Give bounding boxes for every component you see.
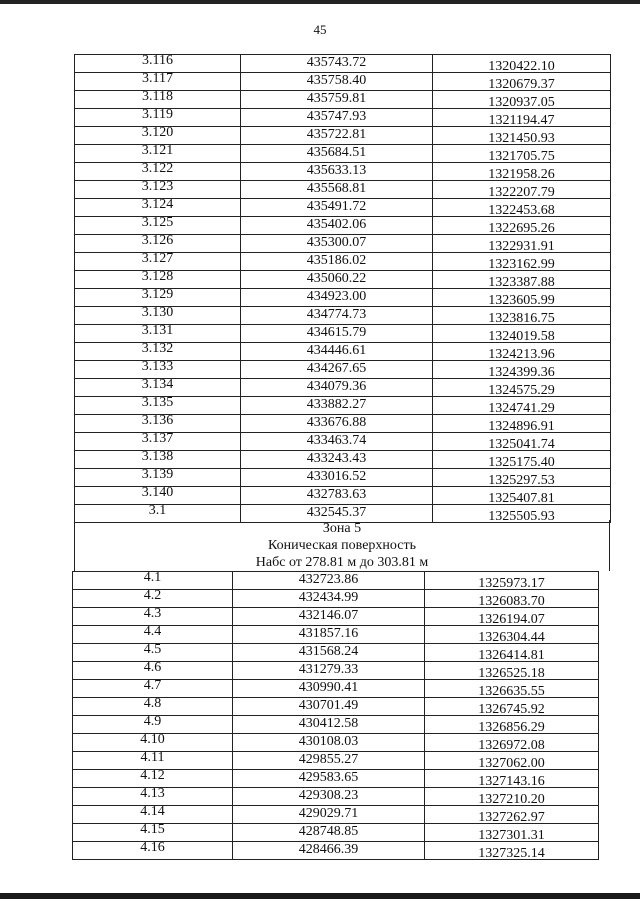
table-row: [75, 181, 611, 199]
y-coordinate-cell: [433, 109, 611, 127]
x-coordinate-cell: [241, 361, 433, 379]
point-number-cell: [75, 253, 241, 271]
point-number: 3.135: [141, 395, 174, 410]
y-coordinate: 1327301.31: [478, 828, 545, 843]
table-row: [73, 806, 599, 824]
point-number-cell: [75, 397, 241, 415]
x-coordinate: 434615.79: [306, 325, 367, 340]
y-coordinate-cell: [433, 199, 611, 217]
y-coordinate-cell: [425, 770, 599, 788]
y-coordinate: 1324213.96: [488, 347, 555, 362]
x-coordinate-cell: [241, 217, 433, 235]
x-coordinate-cell: [233, 590, 425, 608]
x-coordinate-cell: [241, 451, 433, 469]
x-coordinate-cell: [233, 644, 425, 662]
y-coordinate-cell: [425, 716, 599, 734]
x-coordinate-cell: [241, 55, 433, 73]
y-coordinate-cell: [425, 662, 599, 680]
point-number-cell: [73, 806, 233, 824]
table-row: [73, 662, 599, 680]
x-coordinate: 435722.81: [306, 127, 367, 142]
point-number-cell: [75, 307, 241, 325]
y-coordinate: 1324399.36: [488, 365, 555, 380]
point-number: 4.13: [140, 786, 165, 801]
x-coordinate: 435300.07: [306, 235, 367, 250]
y-coordinate-cell: [425, 626, 599, 644]
y-coordinate: 1326414.81: [478, 648, 545, 663]
y-coordinate: 1324019.58: [488, 329, 555, 344]
point-number: 4.10: [140, 732, 165, 747]
table-row: [73, 626, 599, 644]
table-row: [73, 590, 599, 608]
point-number-cell: [75, 163, 241, 181]
y-coordinate-cell: [433, 415, 611, 433]
y-coordinate: 1325041.74: [488, 437, 555, 452]
x-coordinate-cell: [241, 289, 433, 307]
y-coordinate-cell: [433, 397, 611, 415]
x-coordinate: 429308.23: [298, 788, 359, 803]
x-coordinate: 434267.65: [306, 361, 367, 376]
point-number: 3.121: [141, 143, 174, 158]
point-number: 3.117: [142, 71, 173, 86]
y-coordinate-cell: [433, 181, 611, 199]
point-number: 3.140: [141, 485, 174, 500]
x-coordinate-cell: [233, 608, 425, 626]
x-coordinate-cell: [233, 572, 425, 590]
y-coordinate: 1326083.70: [478, 594, 545, 609]
point-number: 4.15: [140, 822, 165, 837]
x-coordinate: 430990.41: [298, 680, 359, 695]
coordinates-table-zone-4: [74, 54, 611, 523]
x-coordinate: 434446.61: [306, 343, 367, 358]
point-number-cell: [75, 343, 241, 361]
table-row: [75, 361, 611, 379]
point-number: 3.131: [141, 323, 174, 338]
x-coordinate: 433676.88: [306, 415, 367, 430]
y-coordinate: 1320679.37: [488, 77, 555, 92]
x-coordinate-cell: [241, 253, 433, 271]
point-number-cell: [73, 734, 233, 752]
point-number: 3.139: [141, 467, 174, 482]
point-number: 4.12: [140, 768, 165, 783]
x-coordinate-cell: [241, 379, 433, 397]
point-number: 3.125: [141, 215, 174, 230]
point-number: 3.116: [142, 53, 173, 68]
x-coordinate-cell: [241, 163, 433, 181]
x-coordinate-cell: [241, 397, 433, 415]
point-number-cell: [73, 662, 233, 680]
y-coordinate: 1327325.14: [478, 846, 545, 861]
x-coordinate-cell: [241, 91, 433, 109]
table-row: [73, 572, 599, 590]
point-number: 4.2: [143, 588, 162, 603]
point-number: 4.7: [143, 678, 162, 693]
y-coordinate-cell: [433, 361, 611, 379]
y-coordinate-cell: [433, 127, 611, 145]
x-coordinate-cell: [233, 824, 425, 842]
y-coordinate-cell: [433, 289, 611, 307]
point-number-cell: [75, 487, 241, 505]
x-coordinate: 435186.02: [306, 253, 367, 268]
point-number: 3.1: [148, 503, 167, 518]
y-coordinate: 1322207.79: [488, 185, 555, 200]
scan-top-edge: [0, 0, 640, 4]
point-number: 3.136: [141, 413, 174, 428]
y-coordinate: 1325407.81: [488, 491, 555, 506]
point-number-cell: [75, 451, 241, 469]
y-coordinate: 1320937.05: [488, 95, 555, 110]
y-coordinate-cell: [425, 572, 599, 590]
table-row: [75, 289, 611, 307]
y-coordinate: 1326525.18: [478, 666, 545, 681]
x-coordinate-cell: [233, 806, 425, 824]
table-row: [73, 698, 599, 716]
y-coordinate-cell: [433, 235, 611, 253]
y-coordinate-cell: [433, 253, 611, 271]
x-coordinate: 434774.73: [306, 307, 367, 322]
y-coordinate-cell: [425, 752, 599, 770]
point-number: 4.5: [143, 642, 162, 657]
x-coordinate: 435759.81: [306, 91, 367, 106]
x-coordinate: 429583.65: [298, 770, 359, 785]
point-number-cell: [73, 608, 233, 626]
y-coordinate-cell: [433, 469, 611, 487]
y-coordinate-cell: [433, 217, 611, 235]
x-coordinate: 432434.99: [298, 590, 359, 605]
y-coordinate-cell: [425, 590, 599, 608]
x-coordinate: 431857.16: [298, 626, 359, 641]
y-coordinate: 1323605.99: [488, 293, 555, 308]
x-coordinate: 428748.85: [298, 824, 359, 839]
table-row: [73, 644, 599, 662]
y-coordinate: 1326635.55: [478, 684, 545, 699]
point-number-cell: [75, 73, 241, 91]
x-coordinate-cell: [241, 181, 433, 199]
point-number-cell: [75, 271, 241, 289]
y-coordinate: 1327210.20: [478, 792, 545, 807]
y-coordinate-cell: [425, 698, 599, 716]
y-coordinate: 1322695.26: [488, 221, 555, 236]
table-row: [75, 469, 611, 487]
y-coordinate: 1321450.93: [488, 131, 555, 146]
point-number-cell: [75, 181, 241, 199]
table-row: [75, 217, 611, 235]
y-coordinate-cell: [433, 325, 611, 343]
point-number-cell: [73, 590, 233, 608]
x-coordinate: 433463.74: [306, 433, 367, 448]
point-number-cell: [75, 199, 241, 217]
x-coordinate-cell: [233, 662, 425, 680]
table-row: [75, 127, 611, 145]
point-number: 3.129: [141, 287, 174, 302]
x-coordinate: 430701.49: [298, 698, 359, 713]
y-coordinate-cell: [433, 433, 611, 451]
y-coordinate: 1323816.75: [488, 311, 555, 326]
point-number: 4.4: [143, 624, 162, 639]
y-coordinate-cell: [433, 163, 611, 181]
y-coordinate: 1327262.97: [478, 810, 545, 825]
point-number-cell: [75, 469, 241, 487]
point-number: 3.126: [141, 233, 174, 248]
table-row: [73, 842, 599, 860]
table-row: [73, 734, 599, 752]
x-coordinate: 435060.22: [306, 271, 367, 286]
table-row: [75, 199, 611, 217]
point-number-cell: [73, 572, 233, 590]
x-coordinate-cell: [233, 698, 425, 716]
table-row: [73, 608, 599, 626]
point-number: 3.130: [141, 305, 174, 320]
y-coordinate-cell: [425, 788, 599, 806]
x-coordinate-cell: [233, 752, 425, 770]
table-row: [73, 788, 599, 806]
coordinates-table-zone-5: [72, 571, 599, 860]
x-coordinate-cell: [241, 235, 433, 253]
table-row: [73, 770, 599, 788]
point-number: 4.11: [140, 750, 165, 765]
y-coordinate-cell: [425, 806, 599, 824]
point-number-cell: [75, 109, 241, 127]
point-number-cell: [75, 145, 241, 163]
x-coordinate-cell: [241, 433, 433, 451]
x-coordinate: 432146.07: [298, 608, 359, 623]
y-coordinate-cell: [425, 680, 599, 698]
point-number-cell: [73, 626, 233, 644]
point-number-cell: [75, 325, 241, 343]
x-coordinate: 432723.86: [298, 572, 359, 587]
x-coordinate: 434923.00: [306, 289, 367, 304]
point-number-cell: [75, 289, 241, 307]
table-row: [75, 145, 611, 163]
point-number: 3.118: [142, 89, 173, 104]
table-row: [75, 379, 611, 397]
x-coordinate: 432783.63: [306, 487, 367, 502]
point-number: 3.122: [141, 161, 174, 176]
point-number: 3.132: [141, 341, 174, 356]
x-coordinate-cell: [233, 842, 425, 860]
x-coordinate-cell: [241, 271, 433, 289]
table-row: [75, 325, 611, 343]
table-row: [75, 415, 611, 433]
x-coordinate: 433243.43: [306, 451, 367, 466]
point-number-cell: [75, 379, 241, 397]
zone-surface-type: Коническая поверхность: [268, 538, 416, 553]
point-number: 4.16: [140, 840, 165, 855]
x-coordinate: 428466.39: [298, 842, 359, 857]
y-coordinate: 1326856.29: [478, 720, 545, 735]
table-row: [75, 253, 611, 271]
point-number: 3.123: [141, 179, 174, 194]
point-number: 3.133: [141, 359, 174, 374]
y-coordinate: 1325505.93: [488, 509, 555, 524]
table-row: [75, 343, 611, 361]
x-coordinate: 435402.06: [306, 217, 367, 232]
point-number-cell: [75, 91, 241, 109]
y-coordinate: 1321958.26: [488, 167, 555, 182]
y-coordinate: 1324741.29: [488, 401, 555, 416]
point-number-cell: [75, 127, 241, 145]
y-coordinate: 1321705.75: [488, 149, 555, 164]
point-number: 3.124: [141, 197, 174, 212]
point-number-cell: [73, 770, 233, 788]
point-number-cell: [73, 644, 233, 662]
x-coordinate-cell: [233, 626, 425, 644]
x-coordinate-cell: [241, 487, 433, 505]
x-coordinate: 433882.27: [306, 397, 367, 412]
y-coordinate: 1323387.88: [488, 275, 555, 290]
x-coordinate: 432545.37: [306, 505, 367, 520]
x-coordinate-cell: [241, 145, 433, 163]
y-coordinate-cell: [433, 379, 611, 397]
x-coordinate-cell: [233, 734, 425, 752]
point-number-cell: [75, 415, 241, 433]
table-row: [75, 397, 611, 415]
x-coordinate-cell: [233, 788, 425, 806]
x-coordinate: 435758.40: [306, 73, 367, 88]
table-row: [75, 235, 611, 253]
point-number-cell: [75, 361, 241, 379]
point-number: 3.119: [142, 107, 173, 122]
y-coordinate-cell: [425, 824, 599, 842]
y-coordinate: 1327062.00: [478, 756, 545, 771]
point-number: 4.14: [140, 804, 165, 819]
x-coordinate-cell: [241, 73, 433, 91]
x-coordinate-cell: [241, 199, 433, 217]
y-coordinate: 1322453.68: [488, 203, 555, 218]
point-number-cell: [73, 824, 233, 842]
x-coordinate-cell: [241, 127, 433, 145]
y-coordinate: 1326745.92: [478, 702, 545, 717]
table-row: [73, 716, 599, 734]
x-coordinate: 435633.13: [306, 163, 367, 178]
point-number: 3.127: [141, 251, 174, 266]
y-coordinate: 1327143.16: [478, 774, 545, 789]
y-coordinate: 1325175.40: [488, 455, 555, 470]
x-coordinate: 434079.36: [306, 379, 367, 394]
x-coordinate: 435568.81: [306, 181, 367, 196]
table-row: [75, 109, 611, 127]
y-coordinate: 1326972.08: [478, 738, 545, 753]
point-number: 4.9: [143, 714, 162, 729]
point-number-cell: [75, 217, 241, 235]
x-coordinate: 435684.51: [306, 145, 367, 160]
point-number: 4.6: [143, 660, 162, 675]
y-coordinate: 1321194.47: [488, 113, 555, 128]
x-coordinate-cell: [241, 325, 433, 343]
table-row: [73, 680, 599, 698]
table-row: [75, 73, 611, 91]
point-number: 4.8: [143, 696, 162, 711]
point-number-cell: [75, 433, 241, 451]
table-row: [75, 163, 611, 181]
y-coordinate-cell: [433, 55, 611, 73]
table-row: [75, 487, 611, 505]
x-coordinate: 431279.33: [298, 662, 359, 677]
x-coordinate: 435743.72: [306, 55, 367, 70]
x-coordinate-cell: [233, 770, 425, 788]
y-coordinate-cell: [433, 487, 611, 505]
point-number-cell: [73, 680, 233, 698]
y-coordinate: 1324896.91: [488, 419, 555, 434]
zone-height-range: Набс от 278.81 м до 303.81 м: [255, 555, 429, 570]
y-coordinate-cell: [425, 644, 599, 662]
point-number: 3.128: [141, 269, 174, 284]
x-coordinate: 435491.72: [306, 199, 367, 214]
y-coordinate-cell: [433, 145, 611, 163]
x-coordinate-cell: [233, 716, 425, 734]
zone-5-header: [74, 520, 610, 571]
y-coordinate-cell: [425, 842, 599, 860]
y-coordinate: 1324575.29: [488, 383, 555, 398]
point-number-cell: [73, 842, 233, 860]
point-number: 3.137: [141, 431, 174, 446]
y-coordinate: 1322931.91: [488, 239, 555, 254]
y-coordinate: 1325973.17: [478, 576, 545, 591]
y-coordinate: 1320422.10: [488, 59, 555, 74]
x-coordinate: 430412.58: [298, 716, 359, 731]
x-coordinate-cell: [241, 109, 433, 127]
y-coordinate: 1323162.99: [488, 257, 555, 272]
point-number-cell: [73, 788, 233, 806]
scan-bottom-edge: [0, 893, 640, 899]
x-coordinate-cell: [241, 307, 433, 325]
x-coordinate: 429855.27: [298, 752, 359, 767]
x-coordinate-cell: [233, 680, 425, 698]
point-number-cell: [73, 698, 233, 716]
table-row: [75, 55, 611, 73]
page-number: 45: [313, 22, 327, 37]
y-coordinate-cell: [425, 734, 599, 752]
table-row: [73, 824, 599, 842]
x-coordinate-cell: [241, 469, 433, 487]
point-number: 3.120: [141, 125, 174, 140]
point-number-cell: [75, 55, 241, 73]
table-row: [73, 752, 599, 770]
y-coordinate-cell: [433, 271, 611, 289]
point-number: 4.3: [143, 606, 162, 621]
y-coordinate: 1325297.53: [488, 473, 555, 488]
table-row: [75, 451, 611, 469]
x-coordinate-cell: [241, 415, 433, 433]
table-row: [75, 307, 611, 325]
x-coordinate: 431568.24: [298, 644, 359, 659]
x-coordinate: 433016.52: [306, 469, 367, 484]
y-coordinate: 1326304.44: [478, 630, 545, 645]
point-number-cell: [73, 752, 233, 770]
point-number: 4.1: [143, 570, 162, 585]
point-number-cell: [73, 716, 233, 734]
x-coordinate-cell: [241, 343, 433, 361]
y-coordinate-cell: [433, 307, 611, 325]
y-coordinate-cell: [433, 451, 611, 469]
point-number: 3.138: [141, 449, 174, 464]
y-coordinate-cell: [433, 343, 611, 361]
table-row: [75, 433, 611, 451]
x-coordinate: 435747.93: [306, 109, 367, 124]
table-row: [75, 91, 611, 109]
x-coordinate: 430108.03: [298, 734, 359, 749]
point-number-cell: [75, 235, 241, 253]
table-row: [75, 271, 611, 289]
zone-title: Зона 5: [322, 521, 362, 536]
point-number: 3.134: [141, 377, 174, 392]
y-coordinate-cell: [433, 73, 611, 91]
y-coordinate-cell: [425, 608, 599, 626]
x-coordinate: 429029.71: [298, 806, 359, 821]
y-coordinate: 1326194.07: [478, 612, 545, 627]
y-coordinate-cell: [433, 91, 611, 109]
